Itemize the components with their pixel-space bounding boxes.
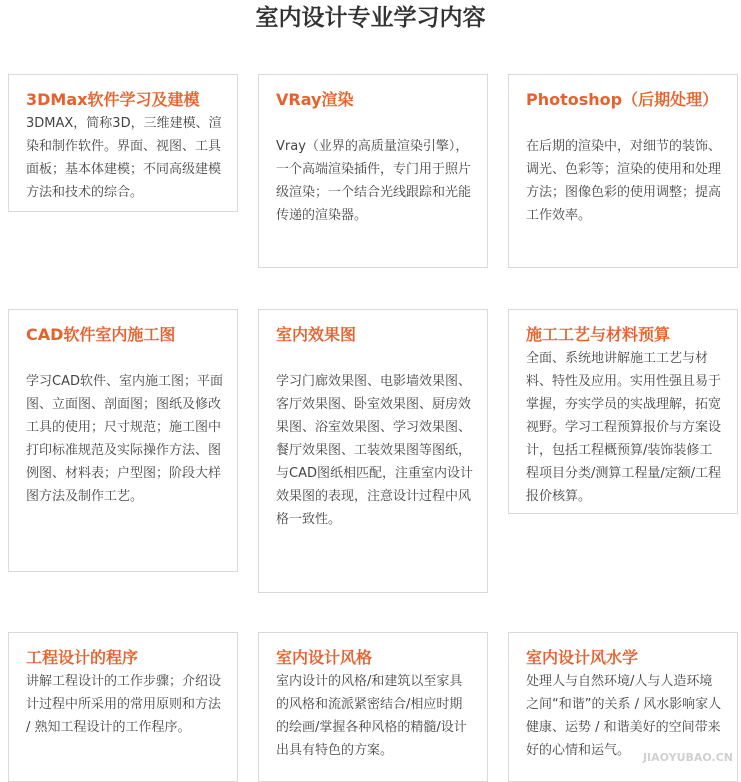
card-3dmax	[8, 74, 238, 212]
card-title: 室内效果图	[276, 325, 357, 344]
card-body: 处理人与自然环境/人与人造环境之间“和谐”的关系 / 风水影响家人健康、运势 / 和谐美好的空间带来好的心情和运气。	[526, 674, 722, 758]
card-title: 施工工艺与材料预算	[526, 325, 671, 344]
card-rendering	[258, 309, 488, 593]
card-body: 学习CAD软件、室内施工图；平面图、立面图、剖面图；图纸及修改工具的使用；尺寸规范；施工图中打印标准规范及实际操作方法、图例图、材料表；户型图；阶段大样图方法及制作工艺。	[26, 374, 223, 504]
card-title: 工程设计的程序	[26, 648, 139, 667]
card-construction	[508, 309, 738, 514]
card-title: VRay渲染	[276, 90, 354, 109]
watermark-logo: JIAOYUBAO.CN	[642, 751, 733, 764]
card-title: CAD软件室内施工图	[26, 325, 176, 344]
card-title: 室内设计风水学	[526, 648, 639, 667]
card-body: Vray（业界的高质量渲染引擎），一个高端渲染插件，专门用于照片级渲染；一个结合光线跟踪和光能传递的渲染器。	[276, 139, 472, 223]
page-title: 室内设计专业学习内容	[255, 5, 486, 31]
card-body: 3DMAX，简称3D，三维建模、渲染和制作软件。界面、视图、工具面板；基本体建模；不同高级建模方法和技术的综合。	[26, 116, 222, 200]
card-photoshop	[508, 74, 738, 268]
card-body: 在后期的渲染中，对细节的装饰、调光、色彩等；渲染的使用和处理方法；图像色彩的使用调整；提高工作效率。	[526, 139, 722, 223]
card-title: 3DMax软件学习及建模	[26, 90, 200, 109]
card-body: 讲解工程设计的工作步骤；介绍设计过程中所采用的常用原则和方法 / 熟知工程设计的工作程序。	[26, 674, 222, 735]
card-body: 全面、系统地讲解施工工艺与材料、特性及应用。实用性强且易于掌握，夯实学员的实战理解，拓宽视野。学习工程预算报价与方案设计，包括工程概预算/装饰装修工程项目分类/测算工程量/定额/工程报价核算。	[526, 351, 722, 504]
card-procedure	[8, 632, 238, 782]
card-style	[258, 632, 488, 782]
card-title: Photoshop（后期处理）	[526, 90, 719, 109]
card-body: 学习门廊效果图、电影墙效果图、客厅效果图、卧室效果图、厨房效果图、浴室效果图、学习效果图、餐厅效果图、工装效果图等图纸，与CAD图纸相匹配，注重室内设计效果图的表现，注意设计过程中风格一致性。	[276, 374, 473, 527]
card-title: 室内设计风格	[276, 648, 373, 667]
card-cad	[8, 309, 238, 572]
card-body: 室内设计的风格/和建筑以至家具的风格和流派紧密结合/相应时期的绘画/掌握各种风格的精髓/设计出具有特色的方案。	[276, 674, 467, 758]
card-vray	[258, 74, 488, 268]
